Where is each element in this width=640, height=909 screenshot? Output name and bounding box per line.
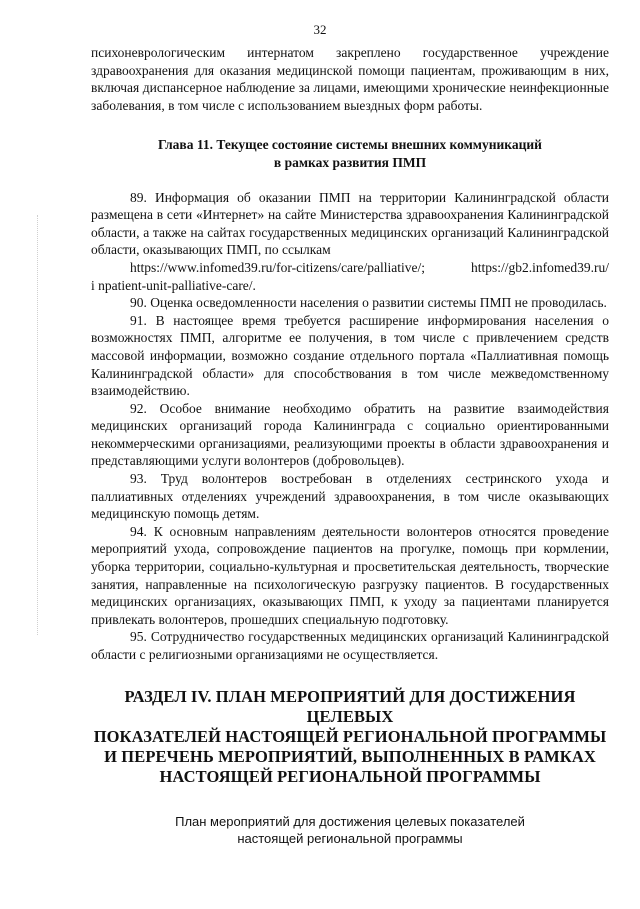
paragraph-94: 94. К основным направлениям деятельности волонтеров относятся проведение мероприятий ухода, сопровождение пациентов на прогулке, помощь при кормлении, уборка территории, социально-культурная и просветительская деятельность, творческие занятия, направленные на психологическую разгрузку пациентов. В государственных медицинских организациях, оказывающих ПМП, к уходу за пациентами планируется привлекать волонтеров, прошедших специальную подготовку. (91, 523, 609, 627)
paragraph-90: 90. Оценка осведомленности населения о развитии системы ПМП не проводилась. (130, 295, 607, 311)
paragraph-continued: психоневрологическим интернатом закреплено государственное учреждение здравоохранения для оказания медицинской помощи пациентам, проживающим в них, включая диспансерное наблюдение за лицами, имеющими хронические неинфекционные заболевания, в том числе с использованием выездных форм работы. (91, 45, 609, 113)
plan-title-line: настоящей региональной программы (237, 831, 463, 847)
plan-title-line: План мероприятий для достижения целевых показателей (175, 813, 525, 829)
page-number: 32 (313, 22, 327, 37)
link-gb2[interactable]: https://gb2.infomed39.ru/ (471, 259, 609, 275)
plan-title (91, 813, 609, 848)
paragraph-89 (91, 189, 609, 295)
section-title-line: НАСТОЯЩЕЙ РЕГИОНАЛЬНОЙ ПРОГРАММЫ (159, 766, 541, 786)
section-title-line: РАЗДЕЛ IV. ПЛАН МЕРОПРИЯТИЙ ДЛЯ ДОСТИЖЕНИЯ ЦЕЛЕВЫХ (124, 686, 576, 726)
section-title-line: ПОКАЗАТЕЛЕЙ НАСТОЯЩЕЙ РЕГИОНАЛЬНОЙ ПРОГРАММЫ (93, 726, 607, 746)
paragraph-92: 92. Особое внимание необходимо обратить на развитие взаимодействия медицинских организаций города Калининграда с социально ориентированными некоммерческими организациями, реализующими проекты в области здравоохранения и представляющими услуги волонтеров (добровольцев). (91, 400, 609, 469)
document-body (91, 44, 609, 848)
link-gb2-cont[interactable]: i npatient-unit-palliative-care/. (91, 277, 256, 293)
chapter-title (91, 136, 609, 171)
paragraph-93: 93. Труд волонтеров востребован в отделениях сестринского ухода и паллиативных отделениях учреждений здравоохранения, в том числе оказывающих медицинскую помощь детям. (91, 471, 609, 522)
paragraph-91: 91. В настоящее время требуется расширение информирования населения о возможностях ПМП, алгоритме ее получения, в том числе с привлечением средств массовой информации, возможно создание отдельного портала «Паллиативная помощь Калининградской области» для способствования в том числе межведомственному взаимодействию. (91, 312, 609, 399)
chapter-title-line: Глава 11. Текущее состояние системы внешних коммуникаций (158, 137, 542, 153)
link-infomed[interactable]: https://www.infomed39.ru/for-citizens/care/palliative/; (130, 259, 426, 275)
chapter-title-line: в рамках развития ПМП (273, 154, 427, 170)
margin-mark (37, 215, 39, 635)
paragraph-89-text: 89. Информация об оказании ПМП на территории Калининградской области размещена в сети «Интернет» на сайте Министерства здравоохранения Калининградской области, а также на сайтах государственных медицинских организаций Калининградской области, оказывающих ПМП, по ссылкам (91, 189, 609, 258)
paragraph-95: 95. Сотрудничество государственных медицинских организаций Калининградской области с религиозными организациями не осуществляется. (91, 629, 609, 662)
section-title-line: И ПЕРЕЧЕНЬ МЕРОПРИЯТИЙ, ВЫПОЛНЕННЫХ В РАМКАХ (104, 746, 596, 766)
section-title (91, 687, 609, 787)
paragraph-89-links (91, 259, 609, 277)
